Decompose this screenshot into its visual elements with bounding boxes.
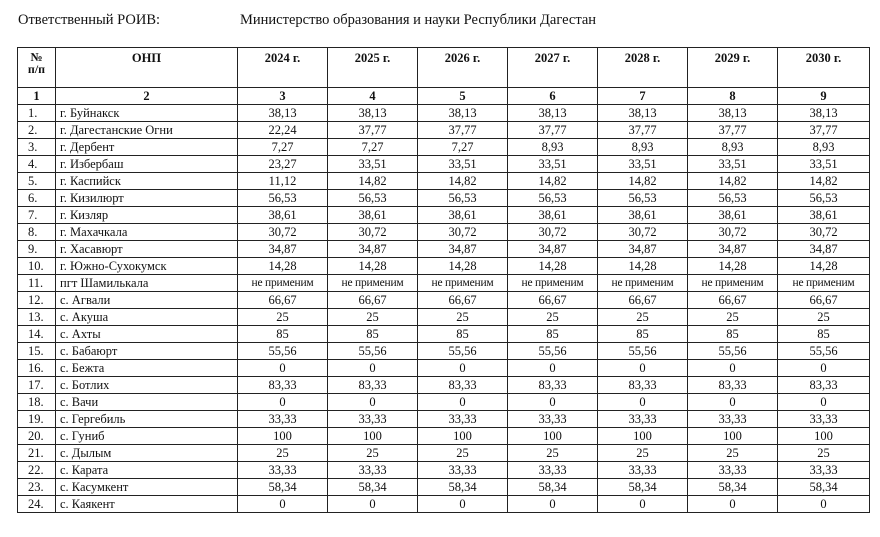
year-value-cell: 0 bbox=[598, 394, 688, 411]
year-value-cell: 14,82 bbox=[598, 173, 688, 190]
row-number: 13. bbox=[18, 309, 56, 326]
year-value-cell: 7,27 bbox=[418, 139, 508, 156]
year-value-cell: не применим bbox=[238, 275, 328, 292]
table-row bbox=[18, 479, 870, 496]
year-value-cell: 0 bbox=[238, 394, 328, 411]
year-value-cell: 0 bbox=[778, 394, 870, 411]
year-value-cell: 23,27 bbox=[238, 156, 328, 173]
year-value-cell: 0 bbox=[778, 360, 870, 377]
year-value-cell: 25 bbox=[508, 445, 598, 462]
year-value-cell: 34,87 bbox=[418, 241, 508, 258]
row-number: 2. bbox=[18, 122, 56, 139]
table-row bbox=[18, 241, 870, 258]
year-value-cell: 55,56 bbox=[778, 343, 870, 360]
year-value-cell: 55,56 bbox=[238, 343, 328, 360]
year-value-cell: 38,13 bbox=[508, 105, 598, 122]
year-value-cell: 25 bbox=[688, 309, 778, 326]
year-value-cell: 25 bbox=[598, 309, 688, 326]
indicator-table bbox=[17, 47, 870, 513]
year-value-cell: 30,72 bbox=[688, 224, 778, 241]
year-value-cell: 33,33 bbox=[508, 411, 598, 428]
year-value-cell: 14,28 bbox=[328, 258, 418, 275]
table-row bbox=[18, 173, 870, 190]
year-value-cell: 25 bbox=[328, 309, 418, 326]
year-value-cell: 33,33 bbox=[328, 411, 418, 428]
row-number: 12. bbox=[18, 292, 56, 309]
column-header-year: 2030 г. bbox=[778, 48, 870, 88]
row-number: 8. bbox=[18, 224, 56, 241]
table-row bbox=[18, 105, 870, 122]
row-number: 9. bbox=[18, 241, 56, 258]
row-number: 22. bbox=[18, 462, 56, 479]
year-value-cell: 38,13 bbox=[238, 105, 328, 122]
column-index: 8 bbox=[688, 88, 778, 105]
table-row bbox=[18, 462, 870, 479]
year-value-cell: 100 bbox=[328, 428, 418, 445]
year-value-cell: 25 bbox=[238, 445, 328, 462]
year-value-cell: 30,72 bbox=[418, 224, 508, 241]
year-value-cell: 0 bbox=[328, 496, 418, 513]
year-value-cell: 33,51 bbox=[598, 156, 688, 173]
year-value-cell: 7,27 bbox=[328, 139, 418, 156]
year-value-cell: 66,67 bbox=[418, 292, 508, 309]
year-value-cell: 8,93 bbox=[778, 139, 870, 156]
row-number: 16. bbox=[18, 360, 56, 377]
year-value-cell: 0 bbox=[508, 360, 598, 377]
year-value-cell: 85 bbox=[688, 326, 778, 343]
year-value-cell: 25 bbox=[418, 309, 508, 326]
year-value-cell: не применим bbox=[508, 275, 598, 292]
year-value-cell: 33,33 bbox=[778, 462, 870, 479]
column-header-year: 2029 г. bbox=[688, 48, 778, 88]
year-value-cell: 14,82 bbox=[508, 173, 598, 190]
year-value-cell: 30,72 bbox=[508, 224, 598, 241]
year-value-cell: 30,72 bbox=[238, 224, 328, 241]
row-number: 20. bbox=[18, 428, 56, 445]
settlement-name: с. Гергебиль bbox=[56, 411, 238, 428]
settlement-name: с. Ботлих bbox=[56, 377, 238, 394]
year-value-cell: 33,33 bbox=[238, 462, 328, 479]
year-value-cell: 33,33 bbox=[688, 462, 778, 479]
year-value-cell: 33,51 bbox=[778, 156, 870, 173]
year-value-cell: 8,93 bbox=[508, 139, 598, 156]
year-value-cell: 33,33 bbox=[418, 411, 508, 428]
year-value-cell: 33,33 bbox=[328, 462, 418, 479]
year-value-cell: 30,72 bbox=[778, 224, 870, 241]
column-index: 7 bbox=[598, 88, 688, 105]
year-value-cell: 25 bbox=[778, 309, 870, 326]
year-value-cell: 25 bbox=[508, 309, 598, 326]
settlement-name: с. Каякент bbox=[56, 496, 238, 513]
year-value-cell: 0 bbox=[238, 360, 328, 377]
row-number: 23. bbox=[18, 479, 56, 496]
year-value-cell: 0 bbox=[238, 496, 328, 513]
year-value-cell: 0 bbox=[328, 394, 418, 411]
year-value-cell: 38,13 bbox=[688, 105, 778, 122]
table-row bbox=[18, 377, 870, 394]
year-value-cell: 14,82 bbox=[778, 173, 870, 190]
year-value-cell: 38,61 bbox=[328, 207, 418, 224]
year-value-cell: 0 bbox=[508, 496, 598, 513]
year-value-cell: 58,34 bbox=[328, 479, 418, 496]
year-value-cell: не применим bbox=[598, 275, 688, 292]
row-number: 21. bbox=[18, 445, 56, 462]
year-value-cell: 0 bbox=[418, 496, 508, 513]
column-index: 9 bbox=[778, 88, 870, 105]
settlement-name: г. Кизляр bbox=[56, 207, 238, 224]
settlement-name: с. Касумкент bbox=[56, 479, 238, 496]
settlement-name: г. Дагестанские Огни bbox=[56, 122, 238, 139]
table-row bbox=[18, 309, 870, 326]
table-header-row bbox=[18, 48, 870, 88]
year-value-cell: 56,53 bbox=[688, 190, 778, 207]
year-value-cell: 38,13 bbox=[598, 105, 688, 122]
year-value-cell: 56,53 bbox=[238, 190, 328, 207]
row-number: 18. bbox=[18, 394, 56, 411]
year-value-cell: 58,34 bbox=[688, 479, 778, 496]
year-value-cell: 56,53 bbox=[418, 190, 508, 207]
column-index: 6 bbox=[508, 88, 598, 105]
column-header-number-line2: п/п bbox=[27, 62, 46, 76]
table-row bbox=[18, 156, 870, 173]
settlement-name: с. Ахты bbox=[56, 326, 238, 343]
year-value-cell: 11,12 bbox=[238, 173, 328, 190]
year-value-cell: 0 bbox=[508, 394, 598, 411]
year-value-cell: 33,51 bbox=[418, 156, 508, 173]
settlement-name: с. Акуша bbox=[56, 309, 238, 326]
year-value-cell: 37,77 bbox=[598, 122, 688, 139]
responsible-label: Ответственный РОИВ: bbox=[18, 12, 161, 28]
year-value-cell: 56,53 bbox=[508, 190, 598, 207]
row-number: 11. bbox=[18, 275, 56, 292]
year-value-cell: 83,33 bbox=[238, 377, 328, 394]
column-index: 4 bbox=[328, 88, 418, 105]
year-value-cell: 0 bbox=[598, 496, 688, 513]
year-value-cell: 38,13 bbox=[328, 105, 418, 122]
year-value-cell: 85 bbox=[328, 326, 418, 343]
year-value-cell: 33,51 bbox=[688, 156, 778, 173]
year-value-cell: 66,67 bbox=[238, 292, 328, 309]
table-row bbox=[18, 224, 870, 241]
year-value-cell: не применим bbox=[688, 275, 778, 292]
year-value-cell: 0 bbox=[688, 360, 778, 377]
year-value-cell: 38,61 bbox=[418, 207, 508, 224]
year-value-cell: 34,87 bbox=[328, 241, 418, 258]
year-value-cell: 38,61 bbox=[508, 207, 598, 224]
table-row bbox=[18, 258, 870, 275]
year-value-cell: 14,28 bbox=[508, 258, 598, 275]
settlement-name: с. Вачи bbox=[56, 394, 238, 411]
year-value-cell: 38,61 bbox=[598, 207, 688, 224]
year-value-cell: 58,34 bbox=[238, 479, 328, 496]
year-value-cell: 34,87 bbox=[238, 241, 328, 258]
year-value-cell: 83,33 bbox=[328, 377, 418, 394]
responsible-value: Министерство образования и науки Республики Дагестан bbox=[240, 12, 597, 28]
settlement-name: с. Дылым bbox=[56, 445, 238, 462]
year-value-cell: 66,67 bbox=[508, 292, 598, 309]
settlement-name: г. Избербаш bbox=[56, 156, 238, 173]
column-header-number bbox=[18, 48, 56, 88]
table-row bbox=[18, 496, 870, 513]
year-value-cell: 25 bbox=[238, 309, 328, 326]
year-value-cell: 25 bbox=[418, 445, 508, 462]
year-value-cell: 34,87 bbox=[508, 241, 598, 258]
year-value-cell: 66,67 bbox=[598, 292, 688, 309]
year-value-cell: 30,72 bbox=[328, 224, 418, 241]
row-number: 1. bbox=[18, 105, 56, 122]
year-value-cell: 33,33 bbox=[418, 462, 508, 479]
row-number: 4. bbox=[18, 156, 56, 173]
year-value-cell: 25 bbox=[778, 445, 870, 462]
year-value-cell: 55,56 bbox=[508, 343, 598, 360]
year-value-cell: 34,87 bbox=[598, 241, 688, 258]
year-value-cell: 0 bbox=[598, 360, 688, 377]
settlement-name: г. Южно-Сухокумск bbox=[56, 258, 238, 275]
year-value-cell: 100 bbox=[778, 428, 870, 445]
row-number: 14. bbox=[18, 326, 56, 343]
settlement-name: с. Бабаюрт bbox=[56, 343, 238, 360]
year-value-cell: не применим bbox=[328, 275, 418, 292]
year-value-cell: 100 bbox=[688, 428, 778, 445]
year-value-cell: 66,67 bbox=[688, 292, 778, 309]
year-value-cell: 37,77 bbox=[328, 122, 418, 139]
year-value-cell: 83,33 bbox=[688, 377, 778, 394]
year-value-cell: 33,33 bbox=[598, 411, 688, 428]
year-value-cell: 56,53 bbox=[328, 190, 418, 207]
year-value-cell: 100 bbox=[598, 428, 688, 445]
document-header bbox=[18, 12, 868, 32]
year-value-cell: 30,72 bbox=[598, 224, 688, 241]
table-row bbox=[18, 275, 870, 292]
column-header-onp: ОНП bbox=[56, 48, 238, 88]
year-value-cell: 55,56 bbox=[418, 343, 508, 360]
column-index: 2 bbox=[56, 88, 238, 105]
table-body bbox=[18, 88, 870, 513]
year-value-cell: 8,93 bbox=[598, 139, 688, 156]
year-value-cell: 25 bbox=[328, 445, 418, 462]
column-header-year: 2027 г. bbox=[508, 48, 598, 88]
year-value-cell: 85 bbox=[508, 326, 598, 343]
year-value-cell: 37,77 bbox=[508, 122, 598, 139]
row-number: 7. bbox=[18, 207, 56, 224]
year-value-cell: 14,28 bbox=[598, 258, 688, 275]
year-value-cell: 37,77 bbox=[418, 122, 508, 139]
settlement-name: пгт Шамилькала bbox=[56, 275, 238, 292]
year-value-cell: 0 bbox=[418, 360, 508, 377]
settlement-name: г. Махачкала bbox=[56, 224, 238, 241]
year-value-cell: 0 bbox=[418, 394, 508, 411]
year-value-cell: 38,13 bbox=[778, 105, 870, 122]
year-value-cell: 55,56 bbox=[598, 343, 688, 360]
settlement-name: с. Карата bbox=[56, 462, 238, 479]
year-value-cell: 33,33 bbox=[508, 462, 598, 479]
year-value-cell: 55,56 bbox=[328, 343, 418, 360]
year-value-cell: 83,33 bbox=[778, 377, 870, 394]
year-value-cell: 38,61 bbox=[688, 207, 778, 224]
year-value-cell: 33,33 bbox=[688, 411, 778, 428]
settlement-name: г. Дербент bbox=[56, 139, 238, 156]
year-value-cell: 33,51 bbox=[508, 156, 598, 173]
settlement-name: с. Гуниб bbox=[56, 428, 238, 445]
column-header-year: 2026 г. bbox=[418, 48, 508, 88]
year-value-cell: 0 bbox=[688, 394, 778, 411]
year-value-cell: 14,28 bbox=[418, 258, 508, 275]
settlement-name: с. Бежта bbox=[56, 360, 238, 377]
year-value-cell: 14,28 bbox=[688, 258, 778, 275]
settlement-name: г. Каспийск bbox=[56, 173, 238, 190]
year-value-cell: 85 bbox=[778, 326, 870, 343]
row-number: 19. bbox=[18, 411, 56, 428]
year-value-cell: 37,77 bbox=[778, 122, 870, 139]
column-header-year: 2024 г. bbox=[238, 48, 328, 88]
table-row bbox=[18, 207, 870, 224]
year-value-cell: 66,67 bbox=[778, 292, 870, 309]
row-number: 24. bbox=[18, 496, 56, 513]
row-number: 17. bbox=[18, 377, 56, 394]
row-number: 15. bbox=[18, 343, 56, 360]
year-value-cell: 25 bbox=[688, 445, 778, 462]
year-value-cell: 100 bbox=[238, 428, 328, 445]
year-value-cell: 33,33 bbox=[598, 462, 688, 479]
year-value-cell: 56,53 bbox=[598, 190, 688, 207]
row-number: 6. bbox=[18, 190, 56, 207]
year-value-cell: 0 bbox=[778, 496, 870, 513]
year-value-cell: 58,34 bbox=[778, 479, 870, 496]
year-value-cell: 14,82 bbox=[688, 173, 778, 190]
row-number: 5. bbox=[18, 173, 56, 190]
year-value-cell: 100 bbox=[418, 428, 508, 445]
year-value-cell: 34,87 bbox=[778, 241, 870, 258]
row-number: 3. bbox=[18, 139, 56, 156]
table-row bbox=[18, 343, 870, 360]
year-value-cell: 38,61 bbox=[238, 207, 328, 224]
table-row bbox=[18, 360, 870, 377]
column-header-year: 2025 г. bbox=[328, 48, 418, 88]
column-header-year: 2028 г. bbox=[598, 48, 688, 88]
year-value-cell: 7,27 bbox=[238, 139, 328, 156]
table-row bbox=[18, 411, 870, 428]
column-index: 5 bbox=[418, 88, 508, 105]
table-row bbox=[18, 190, 870, 207]
year-value-cell: 14,82 bbox=[328, 173, 418, 190]
year-value-cell: 58,34 bbox=[508, 479, 598, 496]
column-index-row bbox=[18, 88, 870, 105]
year-value-cell: 8,93 bbox=[688, 139, 778, 156]
year-value-cell: 0 bbox=[688, 496, 778, 513]
year-value-cell: 34,87 bbox=[688, 241, 778, 258]
year-value-cell: 22,24 bbox=[238, 122, 328, 139]
year-value-cell: не применим bbox=[778, 275, 870, 292]
year-value-cell: 58,34 bbox=[598, 479, 688, 496]
year-value-cell: 85 bbox=[238, 326, 328, 343]
row-number: 10. bbox=[18, 258, 56, 275]
year-value-cell: 83,33 bbox=[418, 377, 508, 394]
year-value-cell: 55,56 bbox=[688, 343, 778, 360]
year-value-cell: 33,51 bbox=[328, 156, 418, 173]
year-value-cell: 14,28 bbox=[778, 258, 870, 275]
table-row bbox=[18, 122, 870, 139]
settlement-name: с. Агвали bbox=[56, 292, 238, 309]
year-value-cell: 100 bbox=[508, 428, 598, 445]
year-value-cell: 83,33 bbox=[508, 377, 598, 394]
year-value-cell: 37,77 bbox=[688, 122, 778, 139]
table-row bbox=[18, 394, 870, 411]
table-row bbox=[18, 445, 870, 462]
table-row bbox=[18, 428, 870, 445]
year-value-cell: 85 bbox=[598, 326, 688, 343]
year-value-cell: 58,34 bbox=[418, 479, 508, 496]
year-value-cell: 85 bbox=[418, 326, 508, 343]
year-value-cell: не применим bbox=[418, 275, 508, 292]
year-value-cell: 33,33 bbox=[238, 411, 328, 428]
table-row bbox=[18, 326, 870, 343]
year-value-cell: 14,82 bbox=[418, 173, 508, 190]
settlement-name: г. Хасавюрт bbox=[56, 241, 238, 258]
column-index: 1 bbox=[18, 88, 56, 105]
year-value-cell: 38,13 bbox=[418, 105, 508, 122]
settlement-name: г. Кизилюрт bbox=[56, 190, 238, 207]
year-value-cell: 83,33 bbox=[598, 377, 688, 394]
table-row bbox=[18, 139, 870, 156]
column-header-number-line1: № bbox=[30, 50, 43, 64]
year-value-cell: 56,53 bbox=[778, 190, 870, 207]
table-row bbox=[18, 292, 870, 309]
year-value-cell: 38,61 bbox=[778, 207, 870, 224]
year-value-cell: 14,28 bbox=[238, 258, 328, 275]
year-value-cell: 0 bbox=[328, 360, 418, 377]
settlement-name: г. Буйнакск bbox=[56, 105, 238, 122]
column-index: 3 bbox=[238, 88, 328, 105]
year-value-cell: 33,33 bbox=[778, 411, 870, 428]
year-value-cell: 66,67 bbox=[328, 292, 418, 309]
year-value-cell: 25 bbox=[598, 445, 688, 462]
